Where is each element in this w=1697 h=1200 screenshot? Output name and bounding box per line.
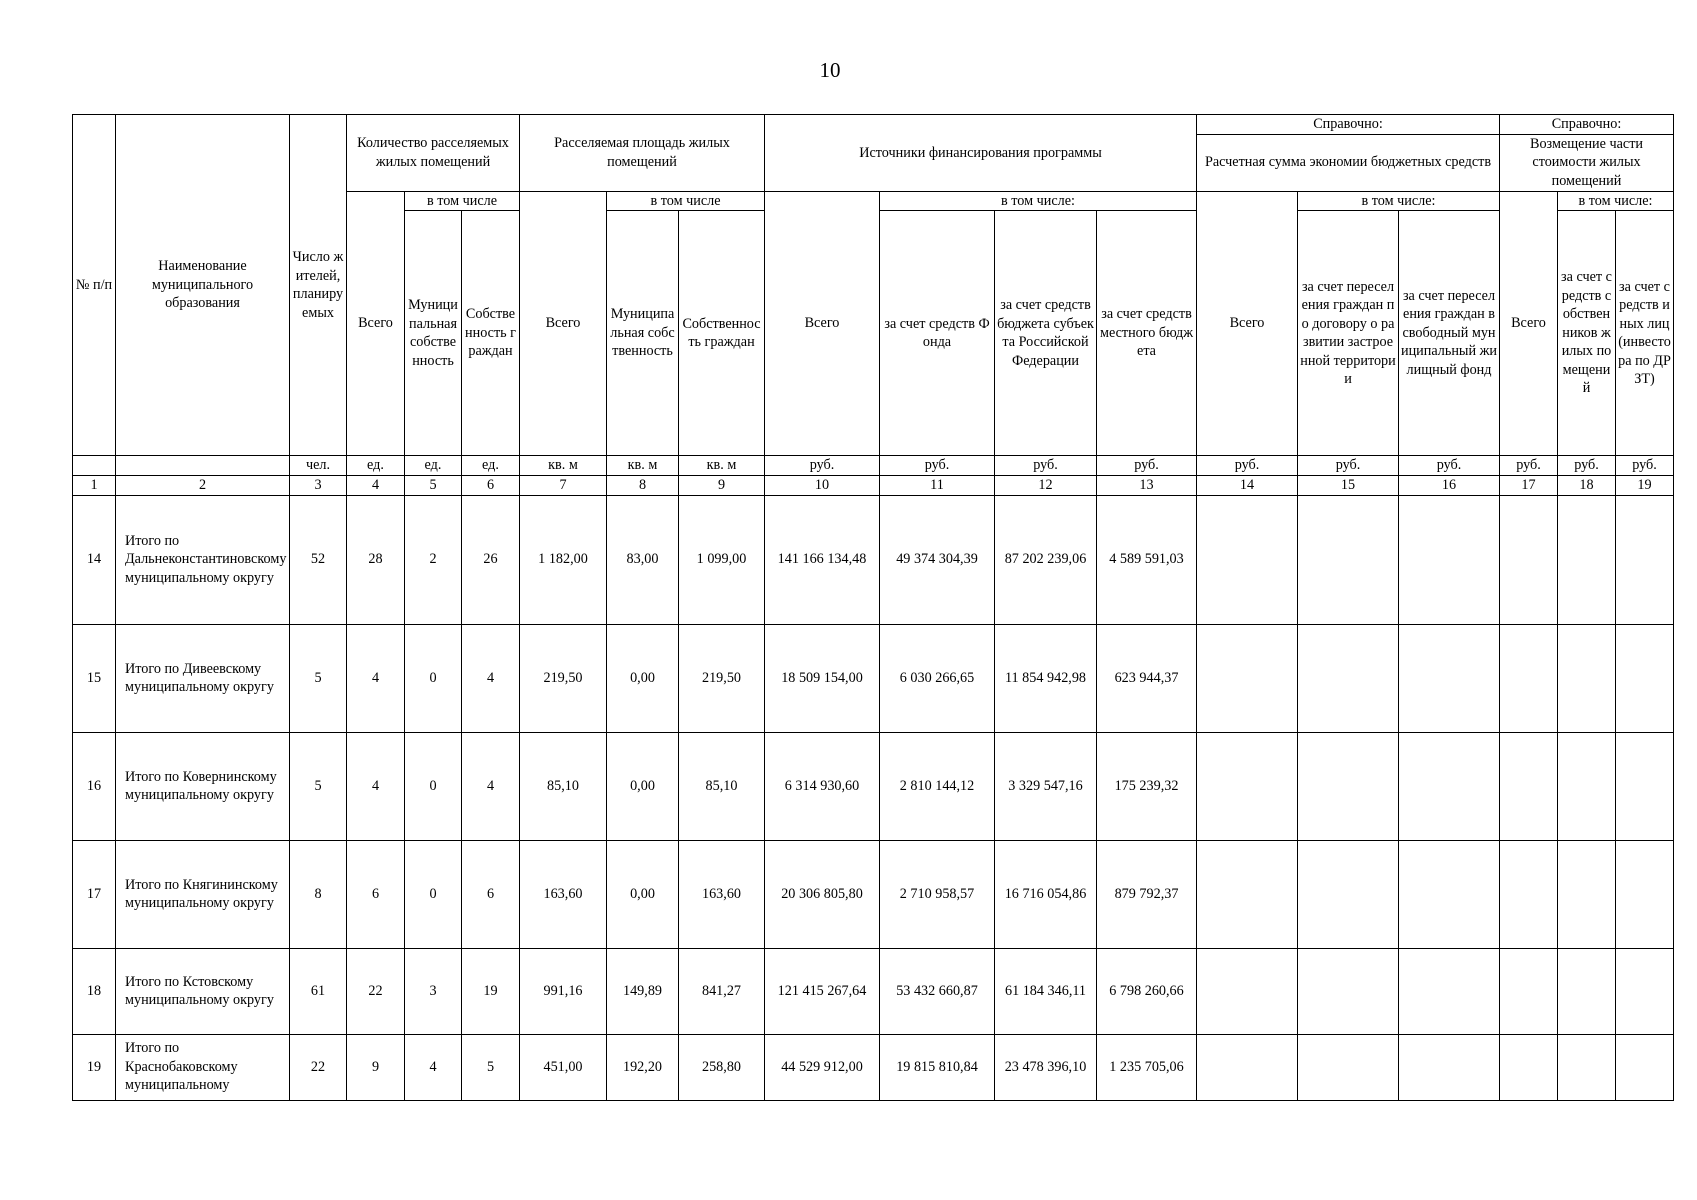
fund-local-cell: 879 792,37 <box>1097 840 1197 948</box>
area-private-cell: 163,60 <box>679 840 765 948</box>
fund-subject-cell: 16 716 054,86 <box>995 840 1097 948</box>
header-area-private: Собственность граждан <box>679 211 765 456</box>
rooms-total-cell: 28 <box>347 495 405 624</box>
area-municipal-cell: 0,00 <box>607 840 679 948</box>
fund-subject-cell: 23 478 396,10 <box>995 1034 1097 1100</box>
empty-cell <box>1399 948 1500 1034</box>
unit-cell: руб. <box>1399 456 1500 476</box>
column-number: 18 <box>1558 476 1616 496</box>
fund-subject-cell: 61 184 346,11 <box>995 948 1097 1034</box>
empty-cell <box>1616 948 1674 1034</box>
rooms-municipal-cell: 2 <box>405 495 462 624</box>
column-number: 12 <box>995 476 1097 496</box>
column-number: 9 <box>679 476 765 496</box>
header-comp-owners: за счет средств собственников жилых помещений <box>1558 211 1616 456</box>
residents-cell: 61 <box>290 948 347 1034</box>
unit-cell: кв. м <box>520 456 607 476</box>
area-private-cell: 85,10 <box>679 732 765 840</box>
header-name: Наименование муниципального образования <box>116 115 290 456</box>
header-rooms-municipal: Муниципальная собственность <box>405 211 462 456</box>
empty-cell <box>1298 495 1399 624</box>
area-private-cell: 219,50 <box>679 624 765 732</box>
empty-cell <box>1298 1034 1399 1100</box>
unit-cell: руб. <box>1616 456 1674 476</box>
fund-fond-cell: 53 432 660,87 <box>880 948 995 1034</box>
row-number: 16 <box>73 732 116 840</box>
rooms-total-cell: 4 <box>347 624 405 732</box>
municipality-name: Итого по Княгининскому муниципальному округу <box>116 840 290 948</box>
header-comp-others: за счет средств иных лиц (инвестора по ДРЗТ) <box>1616 211 1674 456</box>
empty-cell <box>1298 624 1399 732</box>
resettlement-table <box>72 114 1674 1101</box>
page-number: 10 <box>819 58 841 82</box>
empty-cell <box>1298 840 1399 948</box>
area-municipal-cell: 0,00 <box>607 732 679 840</box>
column-number: 3 <box>290 476 347 496</box>
empty-cell <box>1558 1034 1616 1100</box>
area-total-cell: 163,60 <box>520 840 607 948</box>
empty-cell <box>1500 1034 1558 1100</box>
empty-cell <box>1558 495 1616 624</box>
area-total-cell: 219,50 <box>520 624 607 732</box>
fund-fond-cell: 2 810 144,12 <box>880 732 995 840</box>
municipality-name: Итого по Дальнеконстантиновскому муниципальному округу <box>116 495 290 624</box>
column-number: 14 <box>1197 476 1298 496</box>
fund-total-cell: 6 314 930,60 <box>765 732 880 840</box>
table-row <box>73 948 1674 1034</box>
municipality-name: Итого по Кстовскому муниципальному округу <box>116 948 290 1034</box>
residents-cell: 8 <box>290 840 347 948</box>
column-number: 8 <box>607 476 679 496</box>
unit-cell: чел. <box>290 456 347 476</box>
empty-cell <box>1500 495 1558 624</box>
header-rooms-private: Собственность граждан <box>462 211 520 456</box>
rooms-total-cell: 9 <box>347 1034 405 1100</box>
empty-cell <box>1197 624 1298 732</box>
column-number: 19 <box>1616 476 1674 496</box>
fund-fond-cell: 19 815 810,84 <box>880 1034 995 1100</box>
fund-total-cell: 44 529 912,00 <box>765 1034 880 1100</box>
rooms-private-cell: 4 <box>462 624 520 732</box>
header-funding-group: Источники финансирования программы <box>765 115 1197 192</box>
area-total-cell: 85,10 <box>520 732 607 840</box>
area-private-cell: 841,27 <box>679 948 765 1034</box>
municipality-name: Итого по Дивеевскому муниципальному округу <box>116 624 290 732</box>
unit-cell: руб. <box>995 456 1097 476</box>
header-fund-incl: в том числе: <box>880 191 1197 211</box>
residents-cell: 22 <box>290 1034 347 1100</box>
empty-cell <box>1616 624 1674 732</box>
column-number: 7 <box>520 476 607 496</box>
table-row <box>73 624 1674 732</box>
empty-cell <box>1298 948 1399 1034</box>
rooms-private-cell: 5 <box>462 1034 520 1100</box>
area-municipal-cell: 192,20 <box>607 1034 679 1100</box>
unit-cell: кв. м <box>607 456 679 476</box>
table-row <box>73 840 1674 948</box>
empty-cell <box>1616 732 1674 840</box>
empty-cell <box>1399 624 1500 732</box>
rooms-municipal-cell: 4 <box>405 1034 462 1100</box>
empty-cell <box>1616 840 1674 948</box>
header-rooms-total: Всего <box>347 191 405 456</box>
empty-cell <box>1399 1034 1500 1100</box>
area-total-cell: 1 182,00 <box>520 495 607 624</box>
header-reference-2: Справочно: <box>1500 115 1674 135</box>
empty-cell <box>1616 495 1674 624</box>
row-number: 14 <box>73 495 116 624</box>
unit-cell: руб. <box>1558 456 1616 476</box>
column-number: 5 <box>405 476 462 496</box>
row-number: 19 <box>73 1034 116 1100</box>
unit-cell: руб. <box>1197 456 1298 476</box>
rooms-total-cell: 4 <box>347 732 405 840</box>
header-fund-total: Всего <box>765 191 880 456</box>
empty-cell <box>1298 732 1399 840</box>
header-reference-1: Справочно: <box>1197 115 1500 135</box>
municipality-name: Итого по Ковернинскому муниципальному округу <box>116 732 290 840</box>
empty-cell <box>1197 840 1298 948</box>
empty-cell <box>1500 732 1558 840</box>
fund-subject-cell: 3 329 547,16 <box>995 732 1097 840</box>
fund-total-cell: 141 166 134,48 <box>765 495 880 624</box>
column-number: 1 <box>73 476 116 496</box>
residents-cell: 5 <box>290 732 347 840</box>
rooms-municipal-cell: 0 <box>405 624 462 732</box>
header-compensation-group: Возмещение части стоимости жилых помещений <box>1500 134 1674 191</box>
fund-fond-cell: 2 710 958,57 <box>880 840 995 948</box>
header-area-municipal: Муниципальная собственность <box>607 211 679 456</box>
header-area-group: Расселяемая площадь жилых помещений <box>520 115 765 192</box>
column-number: 17 <box>1500 476 1558 496</box>
row-number: 18 <box>73 948 116 1034</box>
empty-cell <box>1399 732 1500 840</box>
unit-cell: руб. <box>1097 456 1197 476</box>
fund-local-cell: 175 239,32 <box>1097 732 1197 840</box>
fund-local-cell: 4 589 591,03 <box>1097 495 1197 624</box>
empty-cell <box>1197 948 1298 1034</box>
empty-cell <box>1616 1034 1674 1100</box>
header-rooms-incl: в том числе <box>405 191 520 211</box>
table-row <box>73 732 1674 840</box>
empty-cell <box>1197 495 1298 624</box>
empty-cell <box>1399 495 1500 624</box>
residents-cell: 52 <box>290 495 347 624</box>
unit-cell: руб. <box>1500 456 1558 476</box>
fund-total-cell: 121 415 267,64 <box>765 948 880 1034</box>
rooms-total-cell: 22 <box>347 948 405 1034</box>
row-number: 17 <box>73 840 116 948</box>
residents-cell: 5 <box>290 624 347 732</box>
header-area-incl: в том числе <box>607 191 765 211</box>
empty-cell <box>1500 624 1558 732</box>
fund-local-cell: 623 944,37 <box>1097 624 1197 732</box>
empty-cell <box>1500 840 1558 948</box>
header-rooms-group: Количество расселяемых жилых помещений <box>347 115 520 192</box>
area-municipal-cell: 0,00 <box>607 624 679 732</box>
header-economy-group: Расчетная сумма экономии бюджетных средств <box>1197 134 1500 191</box>
table-row <box>73 495 1674 624</box>
column-number: 16 <box>1399 476 1500 496</box>
rooms-private-cell: 4 <box>462 732 520 840</box>
fund-local-cell: 1 235 705,06 <box>1097 1034 1197 1100</box>
fund-total-cell: 20 306 805,80 <box>765 840 880 948</box>
area-private-cell: 258,80 <box>679 1034 765 1100</box>
area-total-cell: 991,16 <box>520 948 607 1034</box>
unit-cell <box>73 456 116 476</box>
column-number: 4 <box>347 476 405 496</box>
unit-cell: руб. <box>765 456 880 476</box>
rooms-private-cell: 26 <box>462 495 520 624</box>
area-total-cell: 451,00 <box>520 1034 607 1100</box>
empty-cell <box>1399 840 1500 948</box>
column-number: 13 <box>1097 476 1197 496</box>
unit-cell: ед. <box>462 456 520 476</box>
header-comp-incl: в том числе: <box>1558 191 1674 211</box>
header-num: № п/п <box>73 115 116 456</box>
empty-cell <box>1558 948 1616 1034</box>
empty-cell <box>1558 840 1616 948</box>
table-row <box>73 1034 1674 1100</box>
fund-total-cell: 18 509 154,00 <box>765 624 880 732</box>
area-municipal-cell: 149,89 <box>607 948 679 1034</box>
unit-cell <box>116 456 290 476</box>
header-residents: Число жителей, планируемых <box>290 115 347 456</box>
unit-cell: кв. м <box>679 456 765 476</box>
rooms-total-cell: 6 <box>347 840 405 948</box>
unit-cell: руб. <box>880 456 995 476</box>
empty-cell <box>1500 948 1558 1034</box>
rooms-municipal-cell: 0 <box>405 840 462 948</box>
row-number: 15 <box>73 624 116 732</box>
empty-cell <box>1197 1034 1298 1100</box>
header-fund-local: за счет средств местного бюджета <box>1097 211 1197 456</box>
header-fund-subject: за счет средств бюджета субъекта Российской Федерации <box>995 211 1097 456</box>
header-comp-total: Всего <box>1500 191 1558 456</box>
unit-cell: руб. <box>1298 456 1399 476</box>
column-number: 6 <box>462 476 520 496</box>
fund-fond-cell: 6 030 266,65 <box>880 624 995 732</box>
unit-cell: ед. <box>347 456 405 476</box>
column-number: 11 <box>880 476 995 496</box>
fund-local-cell: 6 798 260,66 <box>1097 948 1197 1034</box>
fund-fond-cell: 49 374 304,39 <box>880 495 995 624</box>
empty-cell <box>1197 732 1298 840</box>
header-fund-fond: за счет средств Фонда <box>880 211 995 456</box>
header-econ-total: Всего <box>1197 191 1298 456</box>
empty-cell <box>1558 624 1616 732</box>
municipality-name: Итого по Краснобаковскому муниципальному <box>116 1034 290 1100</box>
fund-subject-cell: 87 202 239,06 <box>995 495 1097 624</box>
column-number: 10 <box>765 476 880 496</box>
header-area-total: Всего <box>520 191 607 456</box>
area-municipal-cell: 83,00 <box>607 495 679 624</box>
column-number: 2 <box>116 476 290 496</box>
column-number: 15 <box>1298 476 1399 496</box>
rooms-municipal-cell: 0 <box>405 732 462 840</box>
area-private-cell: 1 099,00 <box>679 495 765 624</box>
rooms-municipal-cell: 3 <box>405 948 462 1034</box>
header-econ-incl: в том числе: <box>1298 191 1500 211</box>
header-econ-free: за счет переселения граждан в свободный муниципальный жилищный фонд <box>1399 211 1500 456</box>
empty-cell <box>1558 732 1616 840</box>
fund-subject-cell: 11 854 942,98 <box>995 624 1097 732</box>
header-econ-dev: за счет переселения граждан по договору о развитии застроенной территории <box>1298 211 1399 456</box>
rooms-private-cell: 6 <box>462 840 520 948</box>
rooms-private-cell: 19 <box>462 948 520 1034</box>
unit-cell: ед. <box>405 456 462 476</box>
